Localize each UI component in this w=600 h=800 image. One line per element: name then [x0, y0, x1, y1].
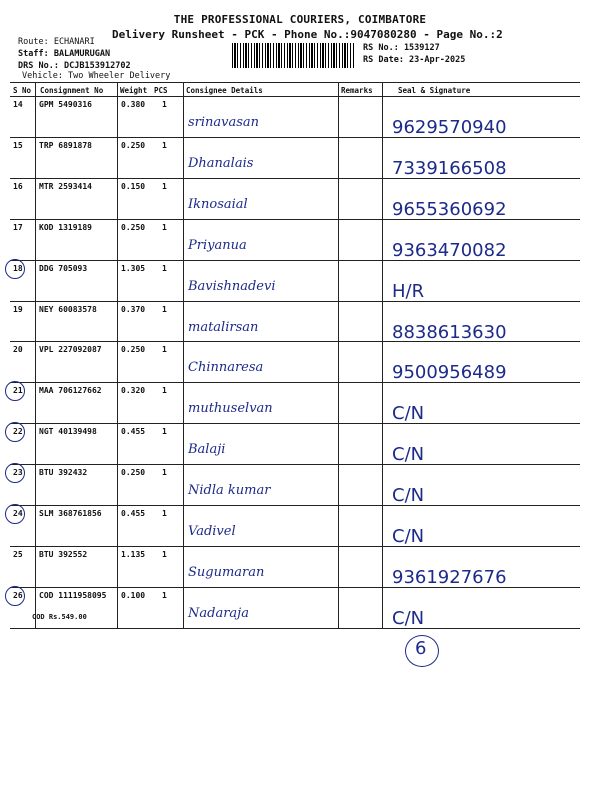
row-sno: 18 — [13, 263, 23, 273]
row-consignment-no: COD 1111958095 — [39, 590, 107, 600]
row-sno: 22 — [13, 427, 23, 437]
row-consignee-name: matalirsan — [188, 319, 259, 335]
col-header-sno: S No — [13, 86, 32, 95]
header-bottom-rule — [10, 96, 580, 97]
row-pcs: 1 — [162, 304, 167, 314]
row-consignee-name: Sugumaran — [188, 564, 265, 580]
row-sno: 17 — [13, 222, 23, 232]
row-consignment-no: MAA 706127662 — [39, 386, 102, 396]
row-consignee-name: Bavishnadevi — [188, 278, 276, 294]
row-consignment-no: TRP 6891878 — [39, 140, 92, 150]
table-top-rule — [10, 82, 580, 83]
staff-label: Staff: BALAMURUGAN — [18, 49, 111, 59]
row-signature: 9363470082 — [392, 239, 507, 261]
col-header-consignee: Consignee Details — [186, 86, 263, 95]
row-weight: 1.305 — [121, 263, 146, 273]
row-pcs: 1 — [162, 263, 167, 273]
row-signature: 9629570940 — [392, 117, 507, 138]
row-signature: 9655360692 — [392, 198, 507, 220]
route-label: Route: ECHANARI — [18, 37, 95, 47]
col-header-consignment: Consignment No — [40, 86, 104, 95]
drs-number: DRS No.: DCJB153912702 — [18, 61, 131, 71]
rs-number: RS No.: 1539127 — [363, 43, 440, 53]
col-header-weight: Weight — [120, 86, 148, 95]
row-signature: C/N — [392, 403, 425, 425]
row-signature: C/N — [392, 526, 425, 547]
row-sno: 14 — [13, 100, 23, 109]
row-sno: 20 — [13, 345, 23, 355]
row-pcs: 1 — [162, 590, 167, 600]
row-consignment-no: MTR 2593414 — [39, 181, 92, 191]
company-title: THE PROFESSIONAL COURIERS, COIMBATORE — [173, 13, 427, 26]
row-sno: 26 — [13, 590, 23, 600]
row-pcs: 1 — [162, 222, 167, 232]
row-consignment-no: GPM 5490316 — [39, 100, 92, 109]
col-header-seal-signature: Seal & Signature — [398, 86, 471, 95]
runsheet-title: Delivery Runsheet - PCK - Phone No.:9047080280 - Page No.:2 — [112, 28, 503, 41]
row-consignee-name: Vadivel — [188, 524, 236, 539]
page-count-mark: 6 — [415, 638, 427, 659]
row-consignment-no: BTU 392432 — [39, 468, 88, 478]
vehicle-label: Vehicle: Two Wheeler Delivery — [22, 71, 171, 81]
row-pcs: 1 — [162, 386, 167, 396]
row-consignee-name: Dhanalais — [188, 155, 254, 171]
col-header-remarks: Remarks — [341, 86, 373, 95]
row-consignment-no: SLM 368761856 — [39, 509, 102, 518]
row-sno: 23 — [13, 468, 23, 478]
row-weight: 0.455 — [121, 509, 146, 518]
row-signature: 9361927676 — [392, 566, 507, 588]
rs-date: RS Date: 23-Apr-2025 — [363, 55, 466, 65]
row-consignee-name: Priyanua — [188, 237, 247, 253]
row-consignment-no: BTU 392552 — [39, 549, 88, 559]
row-consignee-name: Nidla kumar — [188, 483, 271, 499]
row-signature: H/R — [392, 280, 425, 302]
row-consignee-name: muthuselvan — [188, 401, 273, 417]
row-consignment-no: NGT 40139498 — [39, 427, 97, 437]
row-pcs: 1 — [162, 427, 167, 437]
row-divider — [10, 546, 580, 547]
row-consignee-name: srinavasan — [188, 115, 260, 130]
row-consignment-no: DDG 705093 — [39, 263, 88, 273]
row-divider — [10, 301, 580, 302]
row-sno: 16 — [13, 181, 23, 191]
row-signature: C/N — [392, 485, 425, 507]
row-consignment-no: KOD 1319189 — [39, 222, 92, 232]
row-pcs: 1 — [162, 181, 167, 191]
barcode — [232, 43, 355, 68]
row-consignee-name: Nadaraja — [188, 605, 249, 621]
row-divider — [10, 505, 580, 506]
row-sno: 15 — [13, 140, 23, 150]
row-sno: 19 — [13, 304, 23, 314]
row-weight: 0.250 — [121, 222, 146, 232]
row-consignee-name: Chinnaresa — [188, 360, 264, 376]
row-weight: 0.250 — [121, 345, 146, 355]
row-weight: 0.320 — [121, 386, 146, 396]
cod-amount: COD Rs.549.00 — [32, 613, 87, 621]
row-weight: 0.250 — [121, 140, 146, 150]
row-weight: 0.150 — [121, 181, 146, 191]
row-sno: 21 — [13, 386, 23, 396]
row-weight: 0.455 — [121, 427, 146, 437]
row-pcs: 1 — [162, 468, 167, 478]
row-pcs: 1 — [162, 345, 167, 355]
row-sno: 25 — [13, 549, 23, 559]
row-weight: 0.250 — [121, 468, 146, 478]
row-signature: 7339166508 — [392, 157, 507, 179]
row-weight: 1.135 — [121, 549, 146, 559]
row-weight: 0.100 — [121, 590, 146, 600]
row-weight: 0.370 — [121, 304, 146, 314]
row-divider — [10, 628, 580, 629]
row-consignment-no: NEY 60083578 — [39, 304, 97, 314]
row-pcs: 1 — [162, 140, 167, 150]
row-consignee-name: Balaji — [188, 442, 226, 458]
row-consignment-no: VPL 227092087 — [39, 345, 102, 355]
row-signature: C/N — [392, 444, 425, 466]
row-pcs: 1 — [162, 549, 167, 559]
row-divider — [10, 423, 580, 424]
row-signature: 8838613630 — [392, 321, 507, 343]
row-pcs: 1 — [162, 509, 167, 518]
row-weight: 0.380 — [121, 100, 146, 109]
row-signature: 9500956489 — [392, 362, 507, 384]
row-divider — [10, 464, 580, 465]
col-header-pcs: PCS — [154, 86, 168, 95]
row-signature: C/N — [392, 607, 425, 629]
row-consignee-name: Iknosaial — [188, 196, 248, 212]
row-sno: 24 — [13, 509, 23, 518]
row-pcs: 1 — [162, 100, 167, 109]
